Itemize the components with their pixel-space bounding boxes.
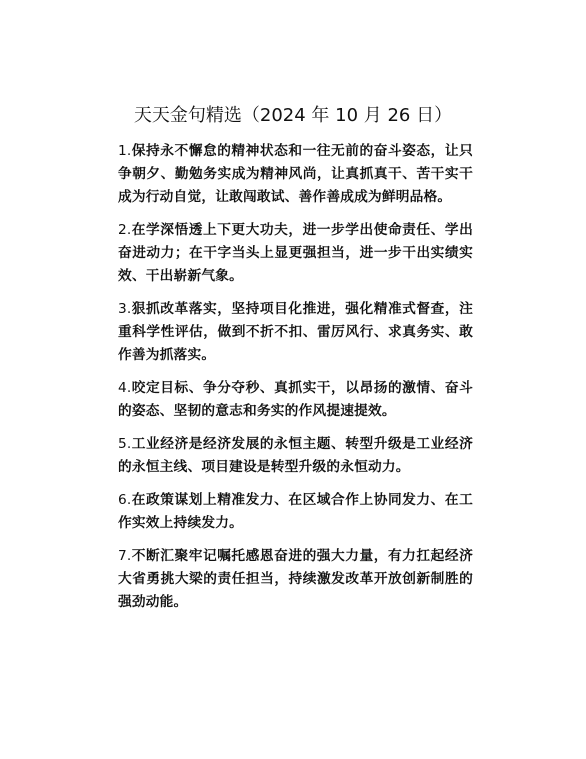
paragraph-text: 在学深悟透上下更大功夫，进一步学出使命责任、学出奋进动力；在干字当头上显更强担当，进一步干出实绩实效、干出崭新气象。 [118,222,473,284]
paragraph-number: 1. [118,143,132,159]
paragraph-number: 5. [118,436,132,452]
paragraph-text: 工业经济是经济发展的永恒主题、转型升级是工业经济的永恒主线、项目建设是转型升级的永恒动力。 [118,436,473,475]
paragraph-6 [118,489,473,535]
paragraph-text: 咬定目标、争分夺秒、真抓实干，以昂扬的激情、奋斗的姿态、坚韧的意志和务实的作风提速提效。 [118,380,473,419]
paragraph-text: 不断汇聚牢记嘱托感恩奋进的强大力量，有力扛起经济大省勇挑大梁的责任担当，持续激发改革开放创新制胜的强劲动能。 [118,548,473,610]
paragraph-text: 在政策谋划上精准发力、在区域合作上协同发力、在工作实效上持续发力。 [118,492,473,531]
paragraph-list [118,140,473,624]
paragraph-5 [118,433,473,479]
paragraph-number: 4. [118,380,132,396]
paragraph-number: 3. [118,301,132,317]
paragraph-number: 6. [118,492,132,508]
paragraph-7 [118,545,473,614]
paragraph-text: 狠抓改革落实，坚持项目化推进，强化精准式督查，注重科学性评估，做到不折不扣、雷厉风行、求真务实、敢作善为抓落实。 [118,301,473,363]
paragraph-number: 7. [118,548,132,564]
document-title: 天天金句精选（2024 年 10 月 26 日） [133,105,453,126]
paragraph-1 [118,140,473,209]
paragraph-2 [118,219,473,288]
paragraph-3 [118,298,473,367]
paragraph-4 [118,377,473,423]
paragraph-text: 保持永不懈怠的精神状态和一往无前的奋斗姿态，让只争朝夕、勤勉务实成为精神风尚，让真抓真干、苦干实干成为行动自觉，让敢闯敢试、善作善成成为鲜明品格。 [118,143,473,205]
paragraph-number: 2. [118,222,132,238]
